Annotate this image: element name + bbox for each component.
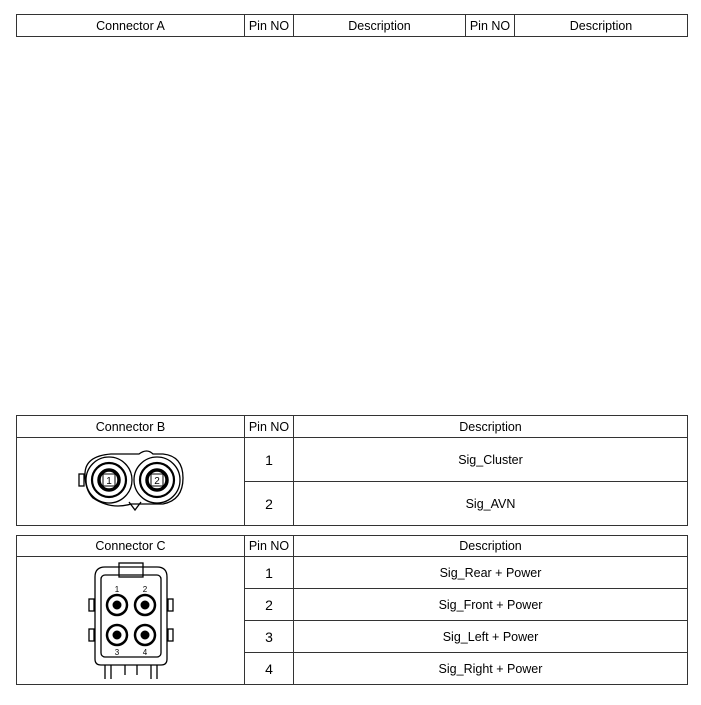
connector-b-table xyxy=(16,415,688,526)
connector-b-title: Connector B xyxy=(17,416,245,438)
connector-c-pin-label: 1 xyxy=(114,584,119,594)
connector-a-title: Connector A xyxy=(17,15,245,37)
pin-description: Sig_Front + Power xyxy=(294,589,688,621)
pin-description: Sig_Cluster xyxy=(294,438,688,482)
connector-b-pin-label: 2 xyxy=(153,475,160,487)
pin-description: Sig_Rear + Power xyxy=(294,557,688,589)
connector-c-drawing xyxy=(81,559,181,683)
pin-description: Sig_Right + Power xyxy=(294,653,688,685)
connector-a-header-row xyxy=(17,15,688,37)
description-header: Description xyxy=(294,15,466,37)
pin-number: 2 xyxy=(245,482,294,526)
pin-no-header: Pin NO xyxy=(466,15,515,37)
pin-number: 1 xyxy=(245,557,294,589)
description-header: Description xyxy=(294,416,688,438)
connector-c-title: Connector C xyxy=(17,536,245,557)
connector-c-pin-label: 2 xyxy=(142,584,147,594)
table-row xyxy=(17,438,688,482)
connector-b-pin-label: 1 xyxy=(105,475,112,487)
pin-number: 1 xyxy=(245,438,294,482)
description-header: Description xyxy=(515,15,688,37)
connector-c-image-cell xyxy=(17,557,245,685)
connector-b-image-cell xyxy=(17,438,245,526)
pin-number: 3 xyxy=(245,621,294,653)
pin-number: 4 xyxy=(245,653,294,685)
connector-c-pin-label: 3 xyxy=(114,647,119,657)
pin-description: Sig_AVN xyxy=(294,482,688,526)
connector-b-drawing xyxy=(71,444,191,520)
connector-c-pin-label: 4 xyxy=(142,647,147,657)
pin-no-header: Pin NO xyxy=(245,15,294,37)
connector-c-table xyxy=(16,535,688,685)
pin-description: Sig_Left + Power xyxy=(294,621,688,653)
connector-c-header-row xyxy=(17,536,688,557)
pin-no-header: Pin NO xyxy=(245,416,294,438)
pin-number: 2 xyxy=(245,589,294,621)
connector-b-header-row xyxy=(17,416,688,438)
connector-a-table xyxy=(16,14,688,37)
table-row xyxy=(17,557,688,589)
description-header: Description xyxy=(294,536,688,557)
pin-no-header: Pin NO xyxy=(245,536,294,557)
